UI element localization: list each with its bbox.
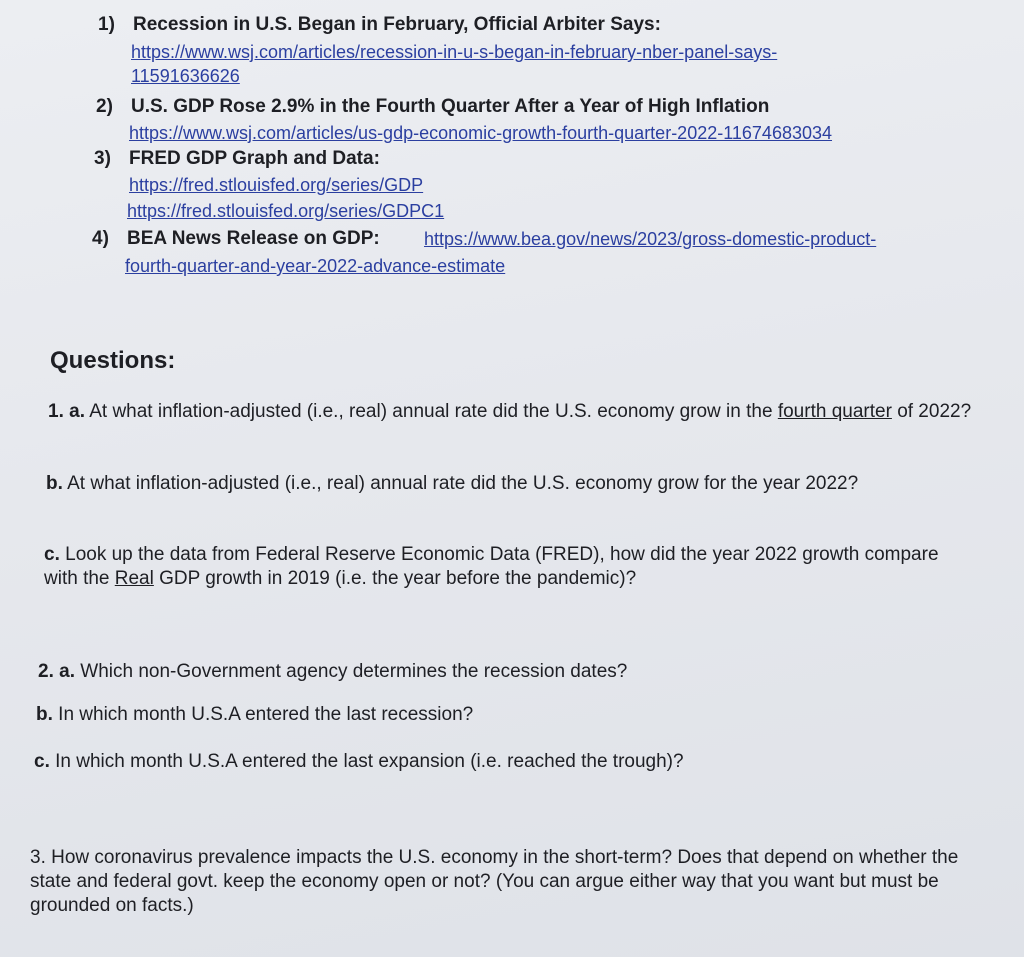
question-2b	[36, 703, 936, 727]
question-1c	[44, 543, 944, 591]
question-2b-text: In which month U.S.A entered the last recession?	[58, 704, 474, 725]
question-2b-label: b.	[36, 704, 53, 725]
question-1a-text: At what inflation-adjusted (i.e., real) annual rate did the U.S. economy grow in the	[89, 401, 773, 422]
question-2c	[34, 750, 934, 774]
ref-4-title: BEA News Release on GDP:	[127, 228, 380, 249]
question-1a-text-end: of 2022?	[897, 401, 972, 422]
question-2a-text: Which non-Government agency determines the recession dates?	[80, 661, 628, 682]
question-1b-text: At what inflation-adjusted (i.e., real) annual rate did the U.S. economy grow for the year 2022?	[67, 473, 859, 494]
ref-1-link[interactable]: https://www.wsj.com/articles/recession-in-u-s-began-in-february-nber-panel-says-	[131, 42, 778, 62]
ref-3-number: 3)	[94, 148, 111, 169]
ref-3-title: FRED GDP Graph and Data:	[129, 148, 380, 169]
ref-2-number: 2)	[96, 96, 113, 117]
question-3	[30, 846, 990, 918]
question-1c-text: Look up the data from Federal Reserve Economic Data (FRED), how did the year 2022 growth compare with the	[44, 544, 939, 589]
question-1a-emphasis: fourth quarter	[777, 401, 892, 422]
question-2a-label: 2. a.	[38, 661, 75, 682]
question-2c-label: c.	[34, 751, 50, 772]
question-1a	[48, 400, 978, 424]
question-1b	[46, 472, 946, 496]
ref-1-title: Recession in U.S. Began in February, Official Arbiter Says:	[133, 14, 661, 35]
ref-4-number: 4)	[92, 228, 109, 249]
question-3-text: 3. How coronavirus prevalence impacts the U.S. economy in the short-term? Does that depend on whether the state and federal govt. keep the economy open or not? (You can argue either way that you want but must be grounded on facts.)	[30, 847, 959, 916]
question-1b-label: b.	[46, 473, 63, 494]
question-1c-label: c.	[44, 544, 60, 565]
question-2c-text: In which month U.S.A entered the last expansion (i.e. reached the trough)?	[55, 751, 684, 772]
questions-heading: Questions:	[50, 347, 176, 374]
ref-4-link-cont[interactable]: fourth-quarter-and-year-2022-advance-estimate	[125, 256, 506, 276]
ref-3-link-gdpc1[interactable]: https://fred.stlouisfed.org/series/GDPC1	[127, 201, 445, 221]
question-1a-label: 1. a.	[48, 401, 85, 422]
ref-1-number: 1)	[98, 14, 115, 35]
question-1c-emphasis: Real	[114, 568, 154, 589]
ref-2-title: U.S. GDP Rose 2.9% in the Fourth Quarter After a Year of High Inflation	[131, 96, 770, 117]
ref-2-link[interactable]: https://www.wsj.com/articles/us-gdp-economic-growth-fourth-quarter-2022-11674683034	[129, 123, 833, 143]
question-2a	[38, 660, 938, 684]
ref-3-link-gdp[interactable]: https://fred.stlouisfed.org/series/GDP	[129, 175, 424, 195]
ref-4-link[interactable]: https://www.bea.gov/news/2023/gross-domestic-product-	[424, 229, 877, 249]
question-1c-text-end: GDP growth in 2019 (i.e. the year before the pandemic)?	[159, 568, 637, 589]
ref-1-link-cont[interactable]: 11591636626	[131, 66, 240, 86]
